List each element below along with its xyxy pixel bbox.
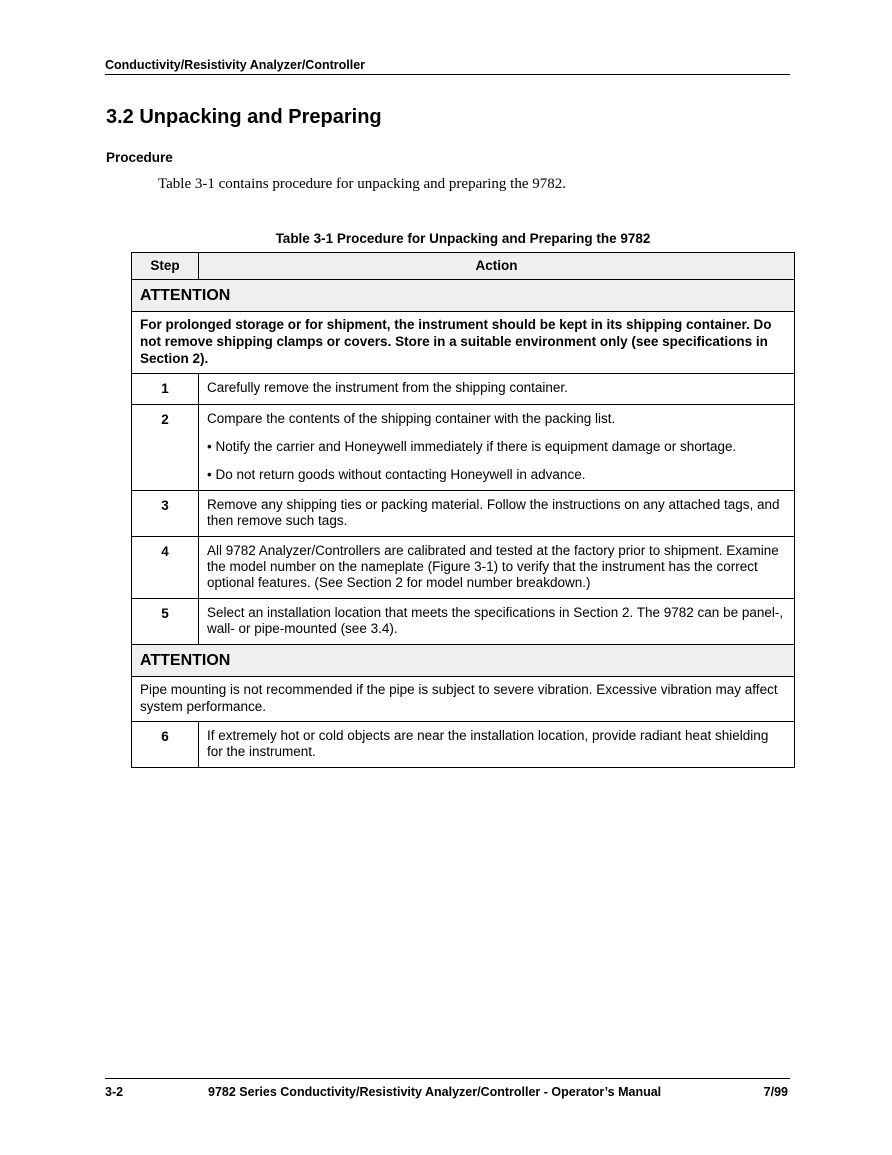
step-action [199, 722, 795, 768]
table-caption: Table 3-1 Procedure for Unpacking and Preparing the 9782 [275, 231, 651, 246]
manual-title: 9782 Series Conductivity/Resistivity Analyzer/Controller - Operator’s Manual [208, 1085, 662, 1099]
table-row [132, 599, 795, 645]
action-column-header: Action [199, 253, 795, 280]
section-title: 3.2 Unpacking and Preparing [106, 106, 382, 128]
step-number: 2 [132, 405, 199, 491]
attention-title: ATTENTION [132, 645, 795, 677]
step-action-text: Compare the contents of the shipping container with the packing list. [207, 411, 616, 426]
attention-title: ATTENTION [132, 280, 795, 312]
step-action [199, 537, 795, 599]
table-row [132, 537, 795, 599]
step-action-text: All 9782 Analyzer/Controllers are calibrated and tested at the factory prior to shipment. Examine the model number on the nameplate (Figure 3-1) to verify that the instrument has the correct optional features. (See Section 2 for model number breakdown.) [207, 543, 779, 590]
page-number: 3-2 [105, 1085, 124, 1099]
procedure-table [131, 252, 795, 768]
step-number: 4 [132, 537, 199, 599]
attention-title-row [132, 280, 795, 312]
table-row [132, 722, 795, 768]
table-row [132, 491, 795, 537]
step-action-text: Select an installation location that meets the specifications in Section 2. The 9782 can be panel-, wall- or pipe-mounted (see 3.4). [207, 605, 784, 636]
intro-paragraph: Table 3-1 contains procedure for unpacking and preparing the 9782. [158, 176, 566, 192]
step-bullet: • Do not return goods without contacting Honeywell in advance. [207, 467, 586, 482]
step-number: 3 [132, 491, 199, 537]
step-action-text: Remove any shipping ties or packing material. Follow the instructions on any attached tags, and then remove such tags. [207, 497, 780, 528]
step-bullet: • Notify the carrier and Honeywell immediately if there is equipment damage or shortage. [207, 439, 737, 454]
step-number: 1 [132, 374, 199, 405]
step-action [199, 405, 795, 491]
step-column-header: Step [132, 253, 199, 280]
running-header: Conductivity/Resistivity Analyzer/Controller [105, 58, 790, 75]
procedure-heading: Procedure [106, 150, 173, 165]
table-header-row [132, 253, 795, 280]
attention-title-row [132, 645, 795, 677]
table-row [132, 405, 795, 491]
revision-date: 7/99 [763, 1085, 788, 1099]
step-action [199, 599, 795, 645]
step-action [199, 491, 795, 537]
step-action [199, 374, 795, 405]
page-footer [105, 1078, 790, 1099]
attention-text: Pipe mounting is not recommended if the pipe is subject to severe vibration. Excessive vibration may affect system performance. [132, 677, 795, 722]
attention-text-row [132, 677, 795, 722]
step-number: 5 [132, 599, 199, 645]
step-action-text: If extremely hot or cold objects are near the installation location, provide radiant heat shielding for the instrument. [207, 728, 769, 759]
step-action-text: Carefully remove the instrument from the shipping container. [207, 380, 568, 395]
attention-text: For prolonged storage or for shipment, the instrument should be kept in its shipping container. Do not remove shipping clamps or covers. Store in a suitable environment only (see specifications in Section 2). [132, 312, 795, 374]
step-number: 6 [132, 722, 199, 768]
attention-text-row [132, 312, 795, 374]
table-row [132, 374, 795, 405]
